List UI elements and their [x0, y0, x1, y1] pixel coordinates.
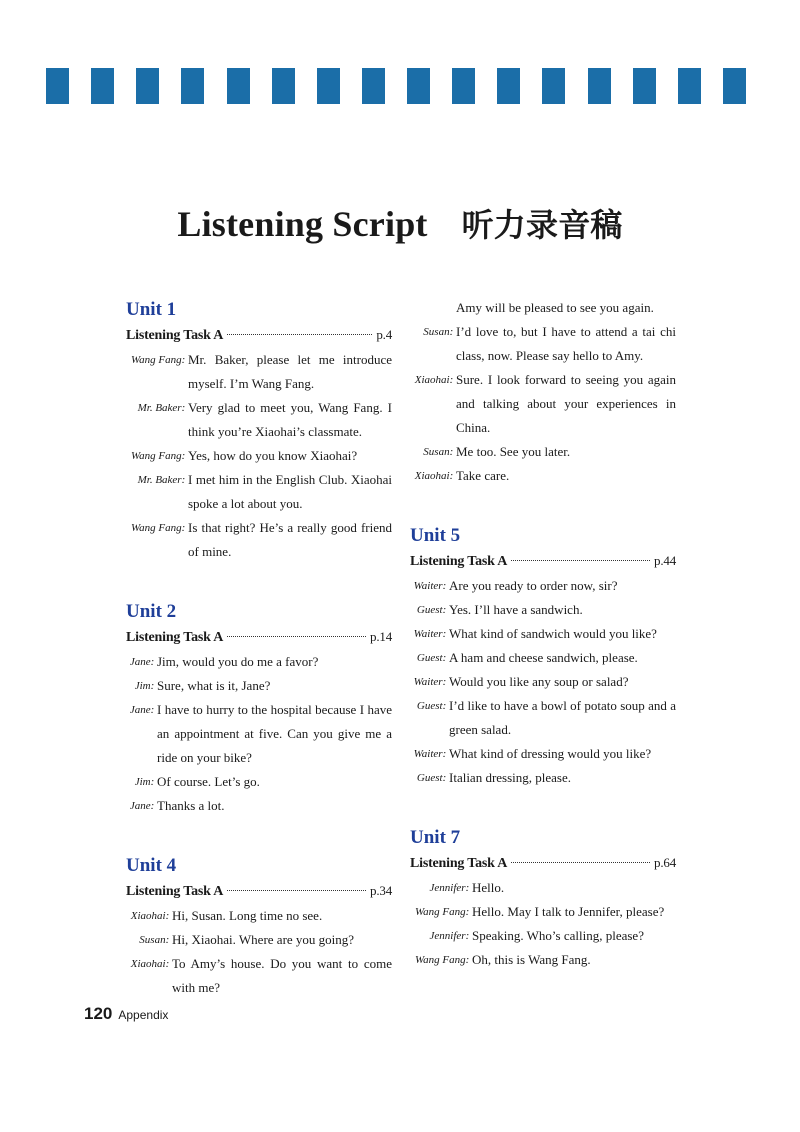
unit-heading: Unit 5: [410, 525, 461, 546]
unit-heading: Unit 1: [126, 299, 177, 320]
decoration-block: [407, 68, 430, 104]
left-column: [126, 296, 392, 1000]
decoration-block: [452, 68, 475, 104]
dialogue-line: [126, 674, 392, 698]
dot-leader: [227, 636, 366, 637]
task-heading: [126, 626, 392, 650]
speaker-name: Waiter:: [413, 580, 449, 592]
speaker-name: Waiter:: [413, 748, 449, 760]
section-gap: [410, 488, 676, 522]
speaker-name: Jim:: [134, 776, 157, 788]
dialogue-text: Hello.: [472, 880, 505, 895]
dialogue-line: [126, 928, 392, 952]
speaker-name: Jennifer:: [429, 930, 472, 942]
speaker-name: Wang Fang:: [130, 354, 188, 366]
dialogue-text: A ham and cheese sandwich, please.: [449, 650, 638, 665]
speaker-name: Guest:: [416, 772, 449, 784]
dialogue-text: Are you ready to order now, sir?: [449, 578, 618, 593]
speaker-name: Jim:: [134, 680, 157, 692]
dialogue-text: To Amy’s house. Do you want to come with me?: [172, 956, 392, 995]
dialogue-line: [410, 598, 676, 622]
dialogue-line: [126, 698, 392, 770]
speaker-name: Mr. Baker:: [137, 402, 188, 414]
dialogue-line: [126, 444, 392, 468]
task-title: Listening Task A: [126, 630, 224, 645]
dialogue-text: I met him in the English Club. Xiaohai spoke a lot about you.: [188, 472, 392, 511]
dot-leader: [511, 560, 650, 561]
dialogue-line: [126, 348, 392, 396]
dialogue-line: [126, 770, 392, 794]
unit-section: [126, 296, 392, 564]
dialogue-line: [410, 646, 676, 670]
unit-heading: Unit 7: [410, 827, 461, 848]
speaker-name: Jane:: [129, 800, 157, 812]
dialogue-line: [410, 464, 676, 488]
task-title: Listening Task A: [126, 884, 224, 899]
dialogue-line: [410, 948, 676, 972]
speaker-name: Wang Fang:: [130, 522, 188, 534]
task-title: Listening Task A: [410, 554, 508, 569]
task-heading: [410, 550, 676, 574]
decoration-block: [46, 68, 69, 104]
dialogue-line: [126, 650, 392, 674]
dialogue-line: [410, 670, 676, 694]
title-english: Listening Script: [177, 204, 428, 244]
decoration-block: [317, 68, 340, 104]
dialogue-text: Speaking. Who’s calling, please?: [472, 928, 644, 943]
speaker-name: Wang Fang:: [414, 906, 472, 918]
dialogue-text: I have to hurry to the hospital because I have an appointment at five. Can you give me a ride on your bike?: [157, 702, 392, 765]
dialogue-line: [410, 694, 676, 742]
dialogue-text: Sure. I look forward to seeing you again and talking about your experiences in China.: [456, 372, 676, 435]
dialogue-line: [126, 794, 392, 818]
unit-section: [126, 852, 392, 1000]
dialogue-line: [410, 368, 676, 440]
page-footer: [84, 1004, 168, 1024]
decoration-block: [181, 68, 204, 104]
dialogue-line: [410, 574, 676, 598]
decoration-block: [136, 68, 159, 104]
header-decoration-bar: [46, 68, 746, 104]
dialogue-line: [410, 296, 676, 320]
dialogue-text: Would you like any soup or salad?: [449, 674, 629, 689]
dialogue-text: Hi, Susan. Long time no see.: [172, 908, 323, 923]
page-title: [0, 200, 800, 246]
decoration-block: [227, 68, 250, 104]
speaker-name: Xiaohai:: [414, 374, 456, 386]
dialogue-text: Yes. I’ll have a sandwich.: [449, 602, 583, 617]
task-heading: [126, 880, 392, 904]
speaker-name: Wang Fang:: [414, 954, 472, 966]
speaker-name: Jennifer:: [429, 882, 472, 894]
section-gap: [410, 790, 676, 824]
task-page-ref: p.44: [654, 553, 676, 568]
dialogue-text: Jim, would you do me a favor?: [157, 654, 319, 669]
dialogue-line: [410, 742, 676, 766]
decoration-block: [723, 68, 746, 104]
footer-section-label: Appendix: [118, 1008, 169, 1022]
dialogue-line: [126, 468, 392, 516]
continued-dialogue: [410, 296, 676, 488]
task-page-ref: p.64: [654, 855, 676, 870]
task-heading: [126, 324, 392, 348]
decoration-block: [91, 68, 114, 104]
dialogue-line: [126, 904, 392, 928]
page-number: 120: [84, 1004, 113, 1023]
section-gap: [126, 818, 392, 852]
dialogue-text: I’d like to have a bowl of potato soup and a green salad.: [449, 698, 676, 737]
dialogue-line: [410, 766, 676, 790]
speaker-name: Susan:: [423, 326, 456, 338]
task-page-ref: p.34: [370, 883, 392, 898]
speaker-name: Guest:: [416, 700, 449, 712]
speaker-name: Susan:: [423, 446, 456, 458]
dialogue-line: [410, 900, 676, 924]
dialogue-line: [126, 396, 392, 444]
dialogue-text: Very glad to meet you, Wang Fang. I think you’re Xiaohai’s classmate.: [188, 400, 392, 439]
speaker-name: Jane:: [129, 704, 157, 716]
dialogue-line: [126, 952, 392, 1000]
decoration-block: [633, 68, 656, 104]
speaker-name: Wang Fang:: [130, 450, 188, 462]
decoration-block: [678, 68, 701, 104]
dialogue-line: [410, 440, 676, 464]
speaker-name: Guest:: [416, 652, 449, 664]
title-chinese: 听力录音稿: [461, 206, 623, 244]
dialogue-text: Mr. Baker, please let me introduce myself. I’m Wang Fang.: [188, 352, 392, 391]
unit-section: [410, 522, 676, 790]
dialogue-text: Of course. Let’s go.: [157, 774, 260, 789]
dialogue-text: What kind of sandwich would you like?: [449, 626, 657, 641]
decoration-block: [542, 68, 565, 104]
dialogue-text: Me too. See you later.: [456, 444, 571, 459]
dialogue-line: [126, 516, 392, 564]
unit-heading: Unit 4: [126, 855, 177, 876]
dialogue-text: Oh, this is Wang Fang.: [472, 952, 591, 967]
unit-section: [126, 598, 392, 818]
task-heading: [410, 852, 676, 876]
dialogue-text: Hello. May I talk to Jennifer, please?: [472, 904, 665, 919]
decoration-block: [362, 68, 385, 104]
dialogue-text: Hi, Xiaohai. Where are you going?: [172, 932, 355, 947]
speaker-name: [410, 296, 456, 320]
dot-leader: [511, 862, 650, 863]
dialogue-text: Thanks a lot.: [157, 798, 225, 813]
dialogue-text: Yes, how do you know Xiaohai?: [188, 448, 358, 463]
dialogue-text: Sure, what is it, Jane?: [157, 678, 271, 693]
speaker-name: Xiaohai:: [130, 958, 172, 970]
speaker-name: Waiter:: [413, 628, 449, 640]
speaker-name: Mr. Baker:: [137, 474, 188, 486]
speaker-name: Guest:: [416, 604, 449, 616]
task-title: Listening Task A: [126, 328, 224, 343]
section-gap: [126, 564, 392, 598]
decoration-block: [272, 68, 295, 104]
dialogue-line: [410, 320, 676, 368]
dialogue-text: Is that right? He’s a really good friend of mine.: [188, 520, 392, 559]
task-page-ref: p.4: [376, 327, 392, 342]
dialogue-line: [410, 924, 676, 948]
speaker-name: Xiaohai:: [130, 910, 172, 922]
speaker-name: Jane:: [129, 656, 157, 668]
task-title: Listening Task A: [410, 856, 508, 871]
dialogue-text: I’d love to, but I have to attend a tai chi class, now. Please say hello to Amy.: [456, 324, 676, 363]
speaker-name: Waiter:: [413, 676, 449, 688]
speaker-name: Xiaohai:: [414, 470, 456, 482]
dialogue-text: Italian dressing, please.: [449, 770, 572, 785]
unit-section: [410, 824, 676, 972]
dot-leader: [227, 890, 366, 891]
right-column: [410, 296, 676, 972]
dialogue-text: Amy will be pleased to see you again.: [456, 300, 654, 315]
decoration-block: [588, 68, 611, 104]
dialogue-text: Take care.: [456, 468, 510, 483]
dialogue-line: [410, 876, 676, 900]
dialogue-line: [410, 622, 676, 646]
dialogue-text: What kind of dressing would you like?: [449, 746, 652, 761]
unit-heading: Unit 2: [126, 601, 177, 622]
decoration-block: [497, 68, 520, 104]
task-page-ref: p.14: [370, 629, 392, 644]
dot-leader: [227, 334, 372, 335]
speaker-name: Susan:: [139, 934, 172, 946]
